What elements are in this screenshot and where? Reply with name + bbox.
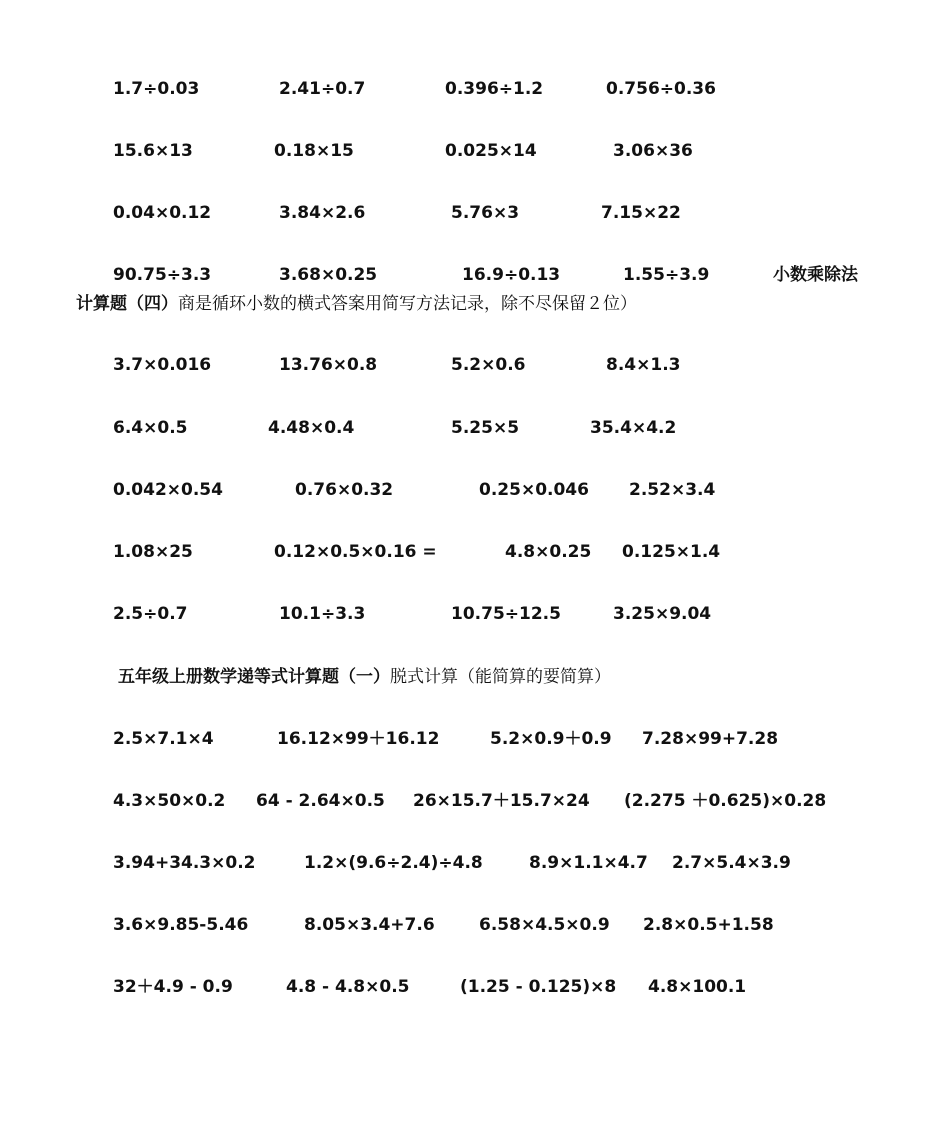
exercise-item: 0.396÷1.2	[445, 79, 544, 99]
exercise-item: 15.6×13	[113, 141, 193, 161]
exercise-item: 2.8×0.5+1.58	[643, 915, 774, 935]
exercise-item: 10.75÷12.5	[451, 604, 561, 624]
section-instruction: 商是循环小数的横式答案用简写方法记录，除不尽保留２位）	[178, 294, 637, 314]
section-title: 计算题（四）	[76, 294, 178, 314]
exercise-item: 3.84×2.6	[279, 203, 366, 223]
exercise-item: (1.25 - 0.125)×8	[460, 977, 617, 997]
exercise-item: 2.7×5.4×3.9	[672, 853, 791, 873]
exercise-item: 8.05×3.4+7.6	[304, 915, 435, 935]
exercise-item: 4.8 - 4.8×0.5	[286, 977, 410, 997]
section-title: 五年级上册数学递等式计算题（一）	[118, 667, 390, 687]
exercise-item: 0.04×0.12	[113, 203, 212, 223]
exercise-item: 2.41÷0.7	[279, 79, 366, 99]
exercise-item: 26×15.7＋15.7×24	[413, 791, 590, 811]
exercise-item: 5.2×0.6	[451, 355, 526, 375]
exercise-item: 0.125×1.4	[622, 542, 721, 562]
exercise-item: 5.25×5	[451, 418, 520, 438]
exercise-item: 10.1÷3.3	[279, 604, 366, 624]
exercise-item: 90.75÷3.3	[113, 265, 212, 285]
exercise-item: 4.48×0.4	[268, 418, 355, 438]
exercise-item: 64 - 2.64×0.5	[256, 791, 385, 811]
exercise-item: 2.52×3.4	[629, 480, 716, 500]
exercise-item: 35.4×4.2	[590, 418, 677, 438]
exercise-item: 16.12×99＋16.12	[277, 729, 440, 749]
section-heading	[118, 667, 611, 687]
exercise-item: 4.8×100.1	[648, 977, 747, 997]
exercise-item: 0.756÷0.36	[606, 79, 716, 99]
section-instruction: 脱式计算（能简算的要简算）	[390, 667, 611, 687]
exercise-item: 3.68×0.25	[279, 265, 378, 285]
exercise-item: 1.7÷0.03	[113, 79, 200, 99]
exercise-item: 0.25×0.046	[479, 480, 589, 500]
exercise-item: 3.94+34.3×0.2	[113, 853, 256, 873]
exercise-item: 2.5÷0.7	[113, 604, 188, 624]
exercise-item: 7.28×99+7.28	[642, 729, 779, 749]
exercise-item: 32＋4.9 - 0.9	[113, 977, 233, 997]
exercise-item: 8.9×1.1×4.7	[529, 853, 648, 873]
exercise-item: 0.12×0.5×0.16 =	[274, 542, 437, 562]
exercise-item: 3.6×9.85-5.46	[113, 915, 249, 935]
exercise-item: 0.025×14	[445, 141, 537, 161]
exercise-item: 4.8×0.25	[505, 542, 592, 562]
exercise-item: 6.4×0.5	[113, 418, 188, 438]
exercise-item: 0.76×0.32	[295, 480, 394, 500]
exercise-item: 5.2×0.9＋0.9	[490, 729, 612, 749]
exercise-item: 3.25×9.04	[613, 604, 712, 624]
exercise-item: 8.4×1.3	[606, 355, 681, 375]
exercise-item: 1.2×(9.6÷2.4)÷4.8	[304, 853, 483, 873]
exercise-item: 16.9÷0.13	[462, 265, 561, 285]
section-heading	[76, 294, 637, 314]
section-title: 小数乘除法	[773, 265, 858, 285]
exercise-item: 0.18×15	[274, 141, 354, 161]
exercise-item: 7.15×22	[601, 203, 681, 223]
exercise-item: 13.76×0.8	[279, 355, 378, 375]
exercise-item: 6.58×4.5×0.9	[479, 915, 610, 935]
exercise-item: 4.3×50×0.2	[113, 791, 226, 811]
exercise-item: 1.55÷3.9	[623, 265, 710, 285]
exercise-item: 3.7×0.016	[113, 355, 212, 375]
exercise-item: (2.275 ＋0.625)×0.28	[624, 791, 827, 811]
exercise-item: 5.76×3	[451, 203, 520, 223]
exercise-item: 3.06×36	[613, 141, 693, 161]
exercise-item: 1.08×25	[113, 542, 193, 562]
exercise-item: 2.5×7.1×4	[113, 729, 214, 749]
exercise-item: 0.042×0.54	[113, 480, 223, 500]
